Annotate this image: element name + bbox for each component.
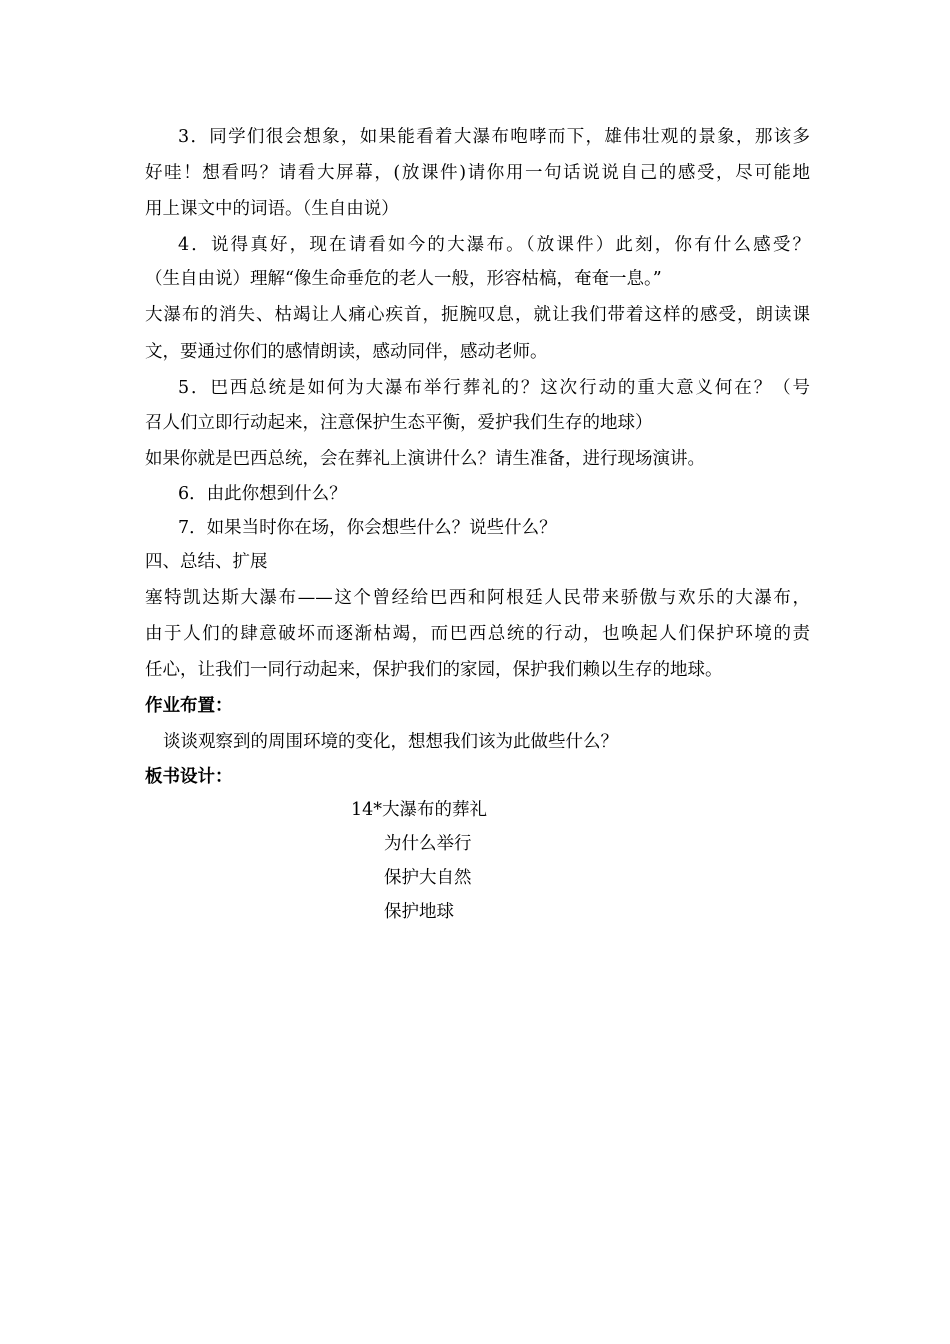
board-heading: 板书设计： <box>145 767 233 787</box>
paragraph-line: 6．由此你想到什么？ <box>178 484 347 504</box>
paragraph-line: 4．说得真好，现在请看如今的大瀑布。（放课件）此刻，你有什么感受？ <box>178 235 810 255</box>
paragraph-line: 召人们立即行动起来，注意保护生态平衡，爱护我们生存的地球） <box>145 413 653 433</box>
board-title: 14*大瀑布的葬礼 <box>351 800 488 820</box>
board-item: 为什么举行 <box>384 834 472 854</box>
paragraph-line: 如果你就是巴西总统，会在葬礼上演讲什么？请生准备，进行现场演讲。 <box>145 449 705 469</box>
paragraph-line: 由于人们的肆意破坏而逐渐枯竭，而巴西总统的行动，也唤起人们保护环境的责 <box>145 624 810 644</box>
paragraph-line: 3．同学们很会想象，如果能看着大瀑布咆哮而下，雄伟壮观的景象，那该多 <box>178 127 810 147</box>
homework-text: 谈谈观察到的周围环境的变化，想想我们该为此做些什么？ <box>163 732 618 752</box>
paragraph-line: 5．巴西总统是如何为大瀑布举行葬礼的？这次行动的重大意义何在？（号 <box>178 378 810 398</box>
board-item: 保护地球 <box>384 902 454 922</box>
paragraph-line: 任心，让我们一同行动起来，保护我们的家园，保护我们赖以生存的地球。 <box>145 660 723 680</box>
section-heading: 四、总结、扩展 <box>145 552 268 572</box>
paragraph-line: 大瀑布的消失、枯竭让人痛心疾首，扼腕叹息，就让我们带着这样的感受，朗读课 <box>145 305 810 325</box>
board-item: 保护大自然 <box>384 868 472 888</box>
paragraph-line: 塞特凯达斯大瀑布——这个曾经给巴西和阿根廷人民带来骄傲与欢乐的大瀑布， <box>145 588 810 608</box>
paragraph-line: 好哇！想看吗？请看大屏幕，(放课件)请你用一句话说说自己的感受，尽可能地 <box>145 163 810 183</box>
paragraph-line: 7．如果当时你在场，你会想些什么？说些什么？ <box>178 518 557 538</box>
paragraph-line: 用上课文中的词语。（生自由说） <box>145 199 399 219</box>
paragraph-line: （生自由说）理解“像生命垂危的老人一般，形容枯槁，奄奄一息。” <box>145 269 662 289</box>
homework-heading: 作业布置： <box>145 696 233 716</box>
paragraph-line: 文，要通过你们的感情朗读，感动同伴，感动老师。 <box>145 342 548 362</box>
